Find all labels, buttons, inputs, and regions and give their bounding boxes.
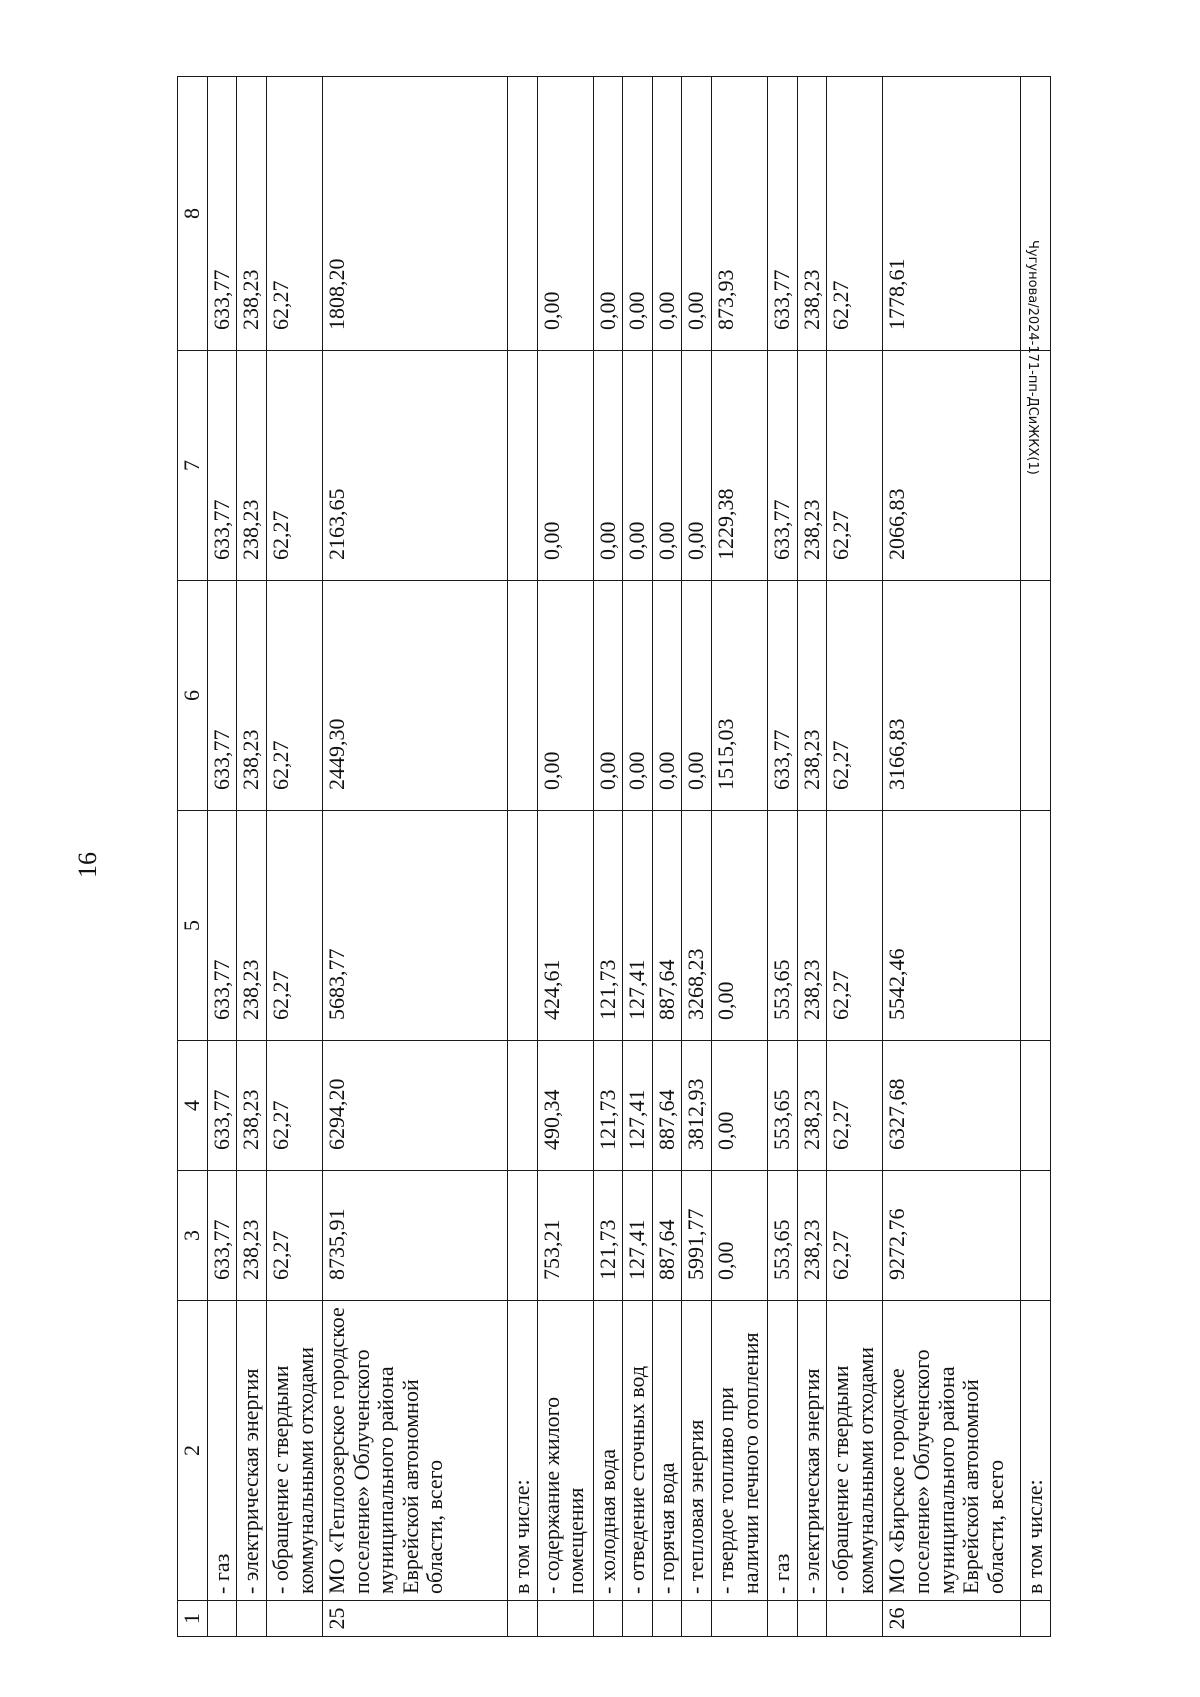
row-number-cell (797, 1601, 827, 1637)
value-cell: 553,65 (768, 1041, 798, 1171)
row-number-cell (712, 1601, 768, 1637)
value-cell: 0,00 (623, 351, 653, 581)
value-cell: 3268,23 (682, 811, 712, 1041)
value-cell: 0,00 (623, 581, 653, 811)
row-label-cell: - газ (768, 1301, 798, 1601)
row-number-cell (207, 1601, 237, 1637)
value-cell: 0,00 (593, 77, 623, 351)
value-cell: 62,27 (827, 351, 883, 581)
value-cell: 633,77 (768, 77, 798, 351)
table-body (178, 77, 1051, 1637)
value-cell: 62,27 (266, 351, 322, 581)
value-cell: 238,23 (797, 1171, 827, 1301)
value-cell: 0,00 (682, 581, 712, 811)
value-cell: 238,23 (237, 77, 267, 351)
row-number-cell (768, 1601, 798, 1637)
column-header: 8 (178, 77, 208, 351)
row-number-cell (237, 1601, 267, 1637)
value-cell: 3166,83 (883, 581, 1021, 811)
value-cell (1021, 1171, 1051, 1301)
value-cell: 0,00 (593, 581, 623, 811)
row-label-cell: - твердое топливо при наличии печного отопления (712, 1301, 768, 1601)
value-cell: 62,27 (827, 77, 883, 351)
value-cell: 633,77 (768, 581, 798, 811)
value-cell: 121,73 (593, 811, 623, 1041)
value-cell: 1778,61 (883, 77, 1021, 351)
column-header: 6 (178, 581, 208, 811)
value-cell: 62,27 (266, 1041, 322, 1171)
value-cell: 62,27 (266, 811, 322, 1041)
table-row (652, 77, 682, 1637)
row-number-cell (537, 1601, 593, 1637)
value-cell (507, 351, 537, 581)
row-number-cell (652, 1601, 682, 1637)
value-cell: 0,00 (537, 77, 593, 351)
row-label-cell: МО «Бирское городское поселение» Облученского муниципального района Еврейской автономной области, всего (883, 1301, 1021, 1601)
page-number: 16 (73, 852, 102, 878)
value-cell: 121,73 (593, 1171, 623, 1301)
value-cell: 1229,38 (712, 351, 768, 581)
row-label-cell: - отведение сточных вод (623, 1301, 653, 1601)
value-cell: 62,27 (827, 811, 883, 1041)
row-label-cell: - электрическая энергия (237, 1301, 267, 1601)
table-row (797, 77, 827, 1637)
value-cell: 238,23 (797, 77, 827, 351)
value-cell: 62,27 (827, 1041, 883, 1171)
value-cell: 553,65 (768, 811, 798, 1041)
value-cell: 5542,46 (883, 811, 1021, 1041)
value-cell: 238,23 (797, 581, 827, 811)
value-cell: 127,41 (623, 811, 653, 1041)
column-header: 7 (178, 351, 208, 581)
row-number-cell (1021, 1601, 1051, 1637)
row-number-cell (682, 1601, 712, 1637)
value-cell: 238,23 (797, 811, 827, 1041)
value-cell: 0,00 (712, 1171, 768, 1301)
column-header: 1 (178, 1601, 208, 1637)
table-row (1021, 77, 1051, 1637)
value-cell: 633,77 (768, 351, 798, 581)
value-cell: 887,64 (652, 1041, 682, 1171)
value-cell: 0,00 (537, 351, 593, 581)
value-cell: 127,41 (623, 1041, 653, 1171)
value-cell: 553,65 (768, 1171, 798, 1301)
row-label-cell: - электрическая энергия (797, 1301, 827, 1601)
value-cell: 62,27 (266, 581, 322, 811)
value-cell: 633,77 (207, 77, 237, 351)
column-header: 4 (178, 1041, 208, 1171)
footer-text: Чугунова/2024-171-пп-ДСиЖКХ(1) (1025, 240, 1040, 475)
value-cell: 62,27 (827, 1171, 883, 1301)
row-number-cell (507, 1601, 537, 1637)
row-number-cell (266, 1601, 322, 1637)
header-row (178, 77, 208, 1637)
tariff-table (177, 76, 1051, 1637)
row-number-cell (623, 1601, 653, 1637)
value-cell (507, 1171, 537, 1301)
value-cell: 238,23 (237, 351, 267, 581)
column-header: 5 (178, 811, 208, 1041)
value-cell (1021, 77, 1051, 351)
tariff-table-container (177, 77, 1067, 1637)
row-number-cell: 26 (883, 1601, 1021, 1637)
row-label-cell: - холодная вода (593, 1301, 623, 1601)
column-header: 2 (178, 1301, 208, 1601)
value-cell: 62,27 (827, 581, 883, 811)
row-number-cell (827, 1601, 883, 1637)
row-label-cell: МО «Теплоозерское городское поселение» Облученского муниципального района Еврейской автономной области, всего (322, 1301, 507, 1601)
value-cell: 2163,65 (322, 351, 507, 581)
value-cell: 127,41 (623, 1171, 653, 1301)
value-cell: 1515,03 (712, 581, 768, 811)
value-cell: 238,23 (237, 1041, 267, 1171)
value-cell: 238,23 (797, 351, 827, 581)
value-cell: 0,00 (652, 77, 682, 351)
value-cell: 5683,77 (322, 811, 507, 1041)
value-cell: 873,93 (712, 77, 768, 351)
table-row (682, 77, 712, 1637)
column-header: 3 (178, 1171, 208, 1301)
table-row (207, 77, 237, 1637)
value-cell (1021, 581, 1051, 811)
value-cell: 0,00 (682, 77, 712, 351)
value-cell: 633,77 (207, 581, 237, 811)
value-cell: 0,00 (712, 1041, 768, 1171)
table-row (507, 77, 537, 1637)
value-cell: 238,23 (797, 1041, 827, 1171)
value-cell: 0,00 (712, 811, 768, 1041)
value-cell (1021, 1041, 1051, 1171)
value-cell: 238,23 (237, 581, 267, 811)
value-cell: 633,77 (207, 811, 237, 1041)
value-cell: 0,00 (593, 351, 623, 581)
value-cell: 2449,30 (322, 581, 507, 811)
value-cell: 62,27 (266, 1171, 322, 1301)
value-cell: 238,23 (237, 1171, 267, 1301)
value-cell: 238,23 (237, 811, 267, 1041)
value-cell: 0,00 (623, 77, 653, 351)
value-cell: 0,00 (652, 581, 682, 811)
value-cell: 753,21 (537, 1171, 593, 1301)
value-cell (507, 811, 537, 1041)
table-row (768, 77, 798, 1637)
value-cell: 3812,93 (682, 1041, 712, 1171)
table-row (322, 77, 507, 1637)
table-row (883, 77, 1021, 1637)
row-number-cell (593, 1601, 623, 1637)
table-row (827, 77, 883, 1637)
value-cell: 887,64 (652, 1171, 682, 1301)
value-cell: 1808,20 (322, 77, 507, 351)
value-cell: 633,77 (207, 1041, 237, 1171)
row-label-cell: - горячая вода (652, 1301, 682, 1601)
value-cell: 9272,76 (883, 1171, 1021, 1301)
value-cell: 887,64 (652, 811, 682, 1041)
row-number-cell: 25 (322, 1601, 507, 1637)
row-label-cell: - обращение с твердыми коммунальными отходами (827, 1301, 883, 1601)
row-label-cell: - газ (207, 1301, 237, 1601)
value-cell: 8735,91 (322, 1171, 507, 1301)
value-cell: 633,77 (207, 351, 237, 581)
row-label-cell: - обращение с твердыми коммунальными отходами (266, 1301, 322, 1601)
value-cell: 2066,83 (883, 351, 1021, 581)
row-label-cell: в том числе: (507, 1301, 537, 1601)
table-row (237, 77, 267, 1637)
value-cell (507, 1041, 537, 1171)
value-cell (1021, 351, 1051, 581)
table-row (266, 77, 322, 1637)
value-cell: 424,61 (537, 811, 593, 1041)
value-cell: 633,77 (207, 1171, 237, 1301)
value-cell: 121,73 (593, 1041, 623, 1171)
table-row (593, 77, 623, 1637)
value-cell: 0,00 (537, 581, 593, 811)
value-cell: 62,27 (266, 77, 322, 351)
row-label-cell: - содержание жилого помещения (537, 1301, 593, 1601)
value-cell (507, 581, 537, 811)
value-cell: 0,00 (682, 351, 712, 581)
value-cell: 5991,77 (682, 1171, 712, 1301)
value-cell: 6294,20 (322, 1041, 507, 1171)
row-label-cell: - тепловая энергия (682, 1301, 712, 1601)
value-cell: 490,34 (537, 1041, 593, 1171)
value-cell: 6327,68 (883, 1041, 1021, 1171)
table-row (712, 77, 768, 1637)
value-cell (507, 77, 537, 351)
table-row (623, 77, 653, 1637)
value-cell (1021, 811, 1051, 1041)
value-cell: 0,00 (652, 351, 682, 581)
table-row (537, 77, 593, 1637)
row-label-cell: в том числе: (1021, 1301, 1051, 1601)
